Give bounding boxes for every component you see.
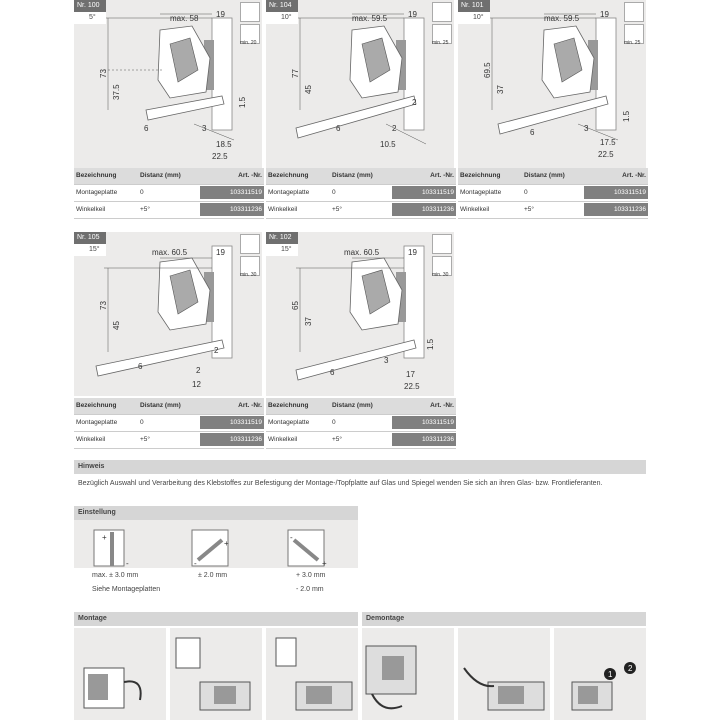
height-dim-2: 37	[304, 317, 313, 326]
height-dim-2: 45	[304, 85, 313, 94]
col-art: Art. -Nr.	[430, 402, 454, 409]
col-distanz: Distanz (mm)	[332, 402, 373, 409]
dist-dim-2: 22.5	[212, 152, 228, 161]
adjust-panel	[74, 520, 358, 568]
gap-dim: 3	[384, 356, 389, 365]
depth-dim: 19	[216, 10, 225, 19]
hinge-icon	[624, 2, 644, 22]
parts-table-104	[266, 168, 456, 219]
height-dim-2: 37.5	[112, 84, 121, 100]
max-dim: max. 58	[170, 14, 199, 23]
montage-step-3	[266, 628, 358, 720]
row-dist: 0	[524, 189, 528, 196]
row-name: Winkelkeil	[268, 436, 298, 443]
col-art: Art. -Nr.	[430, 172, 454, 179]
col-distanz: Distanz (mm)	[332, 172, 373, 179]
hinge-drawing	[266, 0, 454, 168]
montage-step-1	[74, 628, 166, 720]
edge-dim: 2	[214, 346, 219, 355]
depth-dim: 19	[600, 10, 609, 19]
max-dim: max. 60.5	[152, 248, 188, 257]
card-angle: 15°	[74, 244, 106, 256]
col-distanz: Distanz (mm)	[140, 172, 181, 179]
hinge-drawing	[74, 0, 262, 168]
angle-dim: 6	[336, 124, 341, 133]
depth-dim: 19	[408, 10, 417, 19]
hinge-card-101	[458, 0, 646, 168]
hinge-card-104	[266, 0, 454, 168]
col-distanz: Distanz (mm)	[524, 172, 565, 179]
max-dim: max. 60.5	[344, 248, 380, 257]
edge-dim: 1.5	[238, 96, 247, 108]
adjust-depth: max. ± 3.0 mm	[92, 572, 139, 579]
parts-table-100	[74, 168, 264, 219]
edge-dim: 2	[412, 98, 417, 107]
col-bezeichnung: Bezeichnung	[268, 172, 309, 179]
row-art: 103311236	[200, 203, 264, 216]
hinge-card-102	[266, 232, 454, 396]
gap-dim: 3	[202, 124, 207, 133]
svg-text:+: +	[322, 559, 327, 568]
svg-text:2: 2	[628, 664, 633, 673]
row-dist: 0	[140, 189, 144, 196]
row-art: 103311519	[200, 186, 264, 199]
svg-text:+: +	[224, 539, 229, 548]
row-name: Winkelkeil	[460, 206, 490, 213]
adjust-side: ± 2.0 mm	[198, 572, 228, 579]
row-name: Winkelkeil	[268, 206, 298, 213]
row-art: 103311236	[584, 203, 648, 216]
screw-length: min. 30	[240, 272, 257, 278]
row-dist: +5°	[140, 436, 151, 443]
hinweis-header: Hinweis	[74, 460, 646, 474]
height-dim-2: 45	[112, 321, 121, 330]
card-number: Nr. 102	[266, 232, 298, 244]
row-name: Montageplatte	[268, 419, 310, 426]
col-distanz: Distanz (mm)	[140, 402, 181, 409]
row-name: Winkelkeil	[76, 206, 106, 213]
svg-text:1: 1	[608, 670, 613, 679]
gap-dim: 3	[584, 124, 589, 133]
hinweis-text: Bezüglich Auswahl und Verarbeitung des Klebstoffes zur Befestigung der Montage-/Topfplatte auf Glas und Spiegel wenden Sie sich an ihren Glas- bzw. Frontlieferanten.	[78, 480, 603, 487]
row-dist: 0	[332, 189, 336, 196]
col-bezeichnung: Bezeichnung	[460, 172, 501, 179]
row-art: 103311519	[392, 416, 456, 429]
hinge-card-100	[74, 0, 262, 168]
screw-length: min. 25	[432, 40, 449, 46]
screw-length: min. 20	[240, 40, 257, 46]
einstellung-header: Einstellung	[74, 506, 358, 520]
hinge-icon	[240, 2, 260, 22]
gap-dim: 2	[392, 124, 397, 133]
parts-table-105	[74, 398, 264, 449]
max-dim: max. 59.5	[352, 14, 388, 23]
row-art: 103311236	[392, 203, 456, 216]
row-dist: +5°	[332, 436, 343, 443]
screw-length: min. 30	[432, 272, 449, 278]
row-name: Montageplatte	[76, 189, 118, 196]
col-bezeichnung: Bezeichnung	[268, 402, 309, 409]
dist-dim-2: 22.5	[404, 382, 420, 391]
dist-dim-1: 17.5	[600, 138, 616, 147]
height-dim-1: 69.5	[483, 62, 492, 78]
card-angle: 10°	[458, 12, 490, 24]
svg-text:-: -	[126, 559, 129, 568]
height-dim-1: 77	[291, 69, 300, 78]
max-dim: max. 59.5	[544, 14, 580, 23]
height-dim-1: 73	[99, 301, 108, 310]
col-bezeichnung: Bezeichnung	[76, 172, 117, 179]
adjust-height-minus: - 2.0 mm	[296, 586, 324, 593]
montage-step-2	[170, 628, 262, 720]
row-dist: +5°	[524, 206, 535, 213]
hinge-icon	[240, 234, 260, 254]
row-dist: 0	[332, 419, 336, 426]
edge-dim: 1.5	[622, 110, 631, 122]
svg-text:-: -	[194, 559, 197, 568]
angle-dim: 6	[138, 362, 143, 371]
dist-dim-1: 10.5	[380, 140, 396, 149]
row-dist: +5°	[332, 206, 343, 213]
row-dist: 0	[140, 419, 144, 426]
adjust-drawings	[74, 520, 358, 568]
angle-dim: 6	[144, 124, 149, 133]
adjust-note: Siehe Montageplatten	[92, 586, 161, 593]
card-number: Nr. 100	[74, 0, 106, 12]
height-dim-2: 37	[496, 85, 505, 94]
screw-length: min. 25	[624, 40, 641, 46]
hinge-icon	[432, 234, 452, 254]
height-dim-1: 65	[291, 301, 300, 310]
demontage-step-2	[458, 628, 550, 720]
row-art: 103311519	[200, 416, 264, 429]
gap-dim: 2	[196, 366, 201, 375]
dist-dim-1: 18.5	[216, 140, 232, 149]
demontage-step-1	[362, 628, 454, 720]
row-name: Winkelkeil	[76, 436, 106, 443]
row-dist: +5°	[140, 206, 151, 213]
height-dim-1: 73	[99, 69, 108, 78]
row-art: 103311236	[392, 433, 456, 446]
card-angle: 15°	[266, 244, 298, 256]
depth-dim: 19	[408, 248, 417, 257]
row-name: Montageplatte	[76, 419, 118, 426]
dist-dim-2: 22.5	[598, 150, 614, 159]
row-name: Montageplatte	[268, 189, 310, 196]
demontage-header: Demontage	[362, 612, 646, 626]
col-art: Art. -Nr.	[238, 402, 262, 409]
montage-header: Montage	[74, 612, 358, 626]
row-name: Montageplatte	[460, 189, 502, 196]
dist-dim-1: 17	[406, 370, 415, 379]
parts-table-101	[458, 168, 648, 219]
col-art: Art. -Nr.	[622, 172, 646, 179]
row-art: 103311519	[392, 186, 456, 199]
dist-dim-1: 12	[192, 380, 201, 389]
depth-dim: 19	[216, 248, 225, 257]
angle-dim: 6	[330, 368, 335, 377]
hinge-card-105	[74, 232, 262, 396]
col-art: Art. -Nr.	[238, 172, 262, 179]
parts-table-102	[266, 398, 456, 449]
hinge-icon	[432, 2, 452, 22]
row-art: 103311519	[584, 186, 648, 199]
card-angle: 5°	[74, 12, 106, 24]
adjust-height-plus: + 3.0 mm	[296, 572, 326, 579]
svg-text:-: -	[290, 533, 293, 542]
angle-dim: 6	[530, 128, 535, 137]
edge-dim: 1.5	[426, 338, 435, 350]
col-bezeichnung: Bezeichnung	[76, 402, 117, 409]
card-number: Nr. 105	[74, 232, 106, 244]
hinge-drawing	[458, 0, 646, 168]
card-number: Nr. 101	[458, 0, 490, 12]
row-art: 103311236	[200, 433, 264, 446]
card-number: Nr. 104	[266, 0, 298, 12]
card-angle: 10°	[266, 12, 298, 24]
demontage-step-3	[554, 628, 646, 720]
svg-text:+: +	[102, 533, 107, 542]
